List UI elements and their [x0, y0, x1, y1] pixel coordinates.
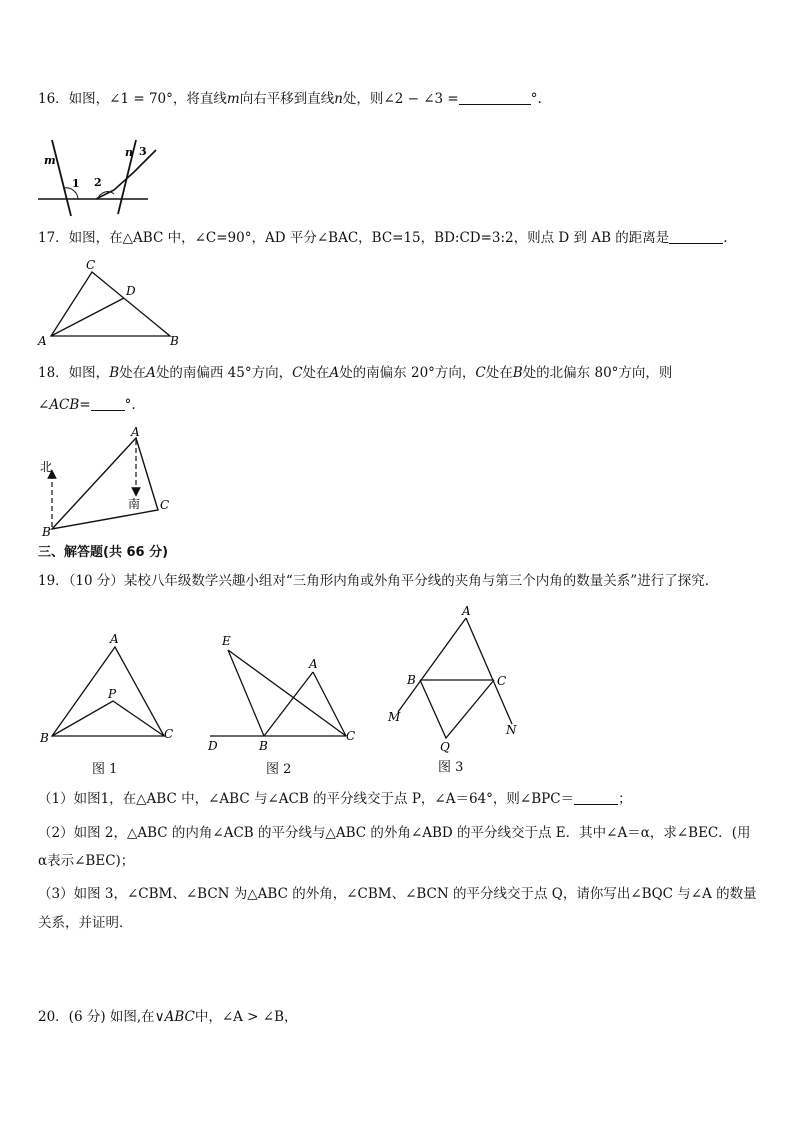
q19-figure-3: [386, 604, 536, 756]
q20-triangle: ∨ABC: [154, 1009, 195, 1025]
q18-line1: [38, 364, 672, 382]
q17-answer-blank[interactable]: [669, 229, 723, 244]
label-d: D: [126, 284, 136, 298]
label-south: 南: [128, 497, 141, 511]
q18-l1-e: 处的南偏东 20°方向，: [339, 365, 476, 381]
q16-text-a: 16．如图，∠1 = 70°，将直线: [38, 91, 227, 107]
label-b: B: [407, 673, 416, 687]
label-1: 1: [72, 177, 80, 190]
q18-l1-C: C: [292, 365, 303, 381]
q19-part1: [38, 790, 632, 808]
q18-l1-a: 18．如图，: [38, 365, 110, 381]
q18-figure: [36, 424, 186, 542]
label-3: 3: [139, 145, 147, 158]
q16-text-c: 处，则∠2 − ∠3 =: [342, 91, 459, 107]
q19-p1-text: （1）如图1，在△ABC 中，∠ABC 与∠ACB 的平分线交于点 P，∠A＝64°，则∠BPC＝: [38, 791, 575, 807]
q17-text-end: .: [723, 230, 728, 246]
label-c: C: [86, 258, 96, 272]
label-b: B: [170, 334, 179, 348]
label-m: m: [44, 154, 56, 167]
q18-l2-a: ∠: [38, 397, 50, 413]
q19-p1-end: ；: [618, 791, 632, 807]
q20-text-b: 中，∠A > ∠B，: [194, 1009, 298, 1025]
q17-text: [38, 229, 728, 247]
label-n: n: [125, 146, 133, 159]
q16-figure: [38, 138, 168, 220]
line-m: [52, 140, 71, 216]
q18-l1-C2: C: [475, 365, 486, 381]
q18-l1-d: 处在: [302, 365, 330, 381]
q18-l1-g: 处的北偏东 80°方向，则: [522, 365, 673, 381]
label-b: B: [40, 731, 49, 745]
q19-part2-line1: （2）如图 2，△ABC 的内角∠ACB 的平分线与△ABC 的外角∠ABD 的平分线交于点 E．其中∠A＝α，求∠BEC．(用: [38, 825, 751, 841]
fig3-caption: 图 3: [438, 760, 464, 775]
q18-answer-blank[interactable]: [91, 396, 125, 411]
q18-l1-A2: A: [329, 365, 340, 381]
label-c: C: [346, 729, 356, 743]
label-b: B: [42, 525, 51, 539]
q18-l2-b: =: [79, 397, 91, 413]
label-north: 北: [40, 460, 53, 474]
label-b: B: [259, 739, 268, 753]
line-am: [398, 618, 466, 712]
label-a: A: [110, 632, 119, 646]
q18-l2-acb: ACB: [49, 397, 80, 413]
label-e: E: [222, 634, 231, 648]
bisectors-bq-cq: [420, 680, 494, 738]
segment-ad: [51, 298, 124, 336]
q17-text-main: 17．如图，在△ABC 中，∠C=90°，AD 平分∠BAC，BC=15，BD:CD=3:2，则点 D 到 AB 的距离是: [38, 230, 670, 246]
q16-text: [38, 90, 542, 108]
q18-line2: [38, 396, 136, 414]
q16-text-b: 向右平移到直线: [239, 91, 335, 107]
fig1-caption: 图 1: [92, 762, 118, 777]
q20-text-a: 20．(6 分) 如图,在: [38, 1009, 155, 1025]
label-a: A: [38, 334, 47, 348]
q20-text: [38, 1008, 298, 1026]
fig2-caption: 图 2: [266, 762, 292, 777]
q19-part3-line2: 关系，并证明．: [38, 915, 133, 931]
q19-part2-line2: α表示∠BEC)；: [38, 853, 135, 869]
label-c: C: [164, 727, 174, 741]
label-q: Q: [440, 740, 450, 754]
q18-l2-end: °.: [124, 397, 136, 413]
q16-text-end: °.: [530, 91, 542, 107]
label-c: C: [497, 674, 507, 688]
label-a: A: [309, 657, 318, 671]
q18-l1-b: 处在: [119, 365, 147, 381]
label-d: D: [208, 739, 218, 753]
q19-intro: 19．（10 分）某校八年级数学兴趣小组对“三角形内角或外角平分线的夹角与第三个内角的数量关系”进行了探究．: [38, 573, 719, 589]
q18-l1-B: B: [109, 365, 120, 381]
q17-figure: [36, 256, 186, 348]
section-heading: 三、解答题(共 66 分): [38, 545, 169, 560]
label-p: P: [108, 687, 117, 701]
q16-answer-blank[interactable]: [459, 90, 531, 105]
label-2: 2: [94, 176, 102, 189]
q19-figure-2: [206, 630, 366, 752]
q19-figure-1: [40, 632, 180, 746]
label-n: N: [506, 723, 517, 737]
label-c: C: [160, 498, 170, 512]
q16-var-n: n: [334, 91, 343, 107]
triangle-abc: [52, 438, 158, 529]
q18-l1-c: 处的南偏西 45°方向，: [155, 365, 293, 381]
label-a: A: [462, 604, 471, 618]
q16-var-m: m: [226, 91, 240, 107]
q18-l1-f: 处在: [485, 365, 513, 381]
q18-l1-B2: B: [512, 365, 523, 381]
q18-l1-A: A: [146, 365, 156, 381]
q19-part3-line1: （3）如图 3，∠CBM、∠BCN 为△ABC 的外角，∠CBM、∠BCN 的平分线交于点 Q，请你写出∠BQC 与∠A 的数量: [38, 886, 757, 902]
q19-p1-answer-blank[interactable]: [574, 790, 618, 805]
line-an: [466, 618, 512, 724]
label-a: A: [131, 425, 140, 439]
segment-ac: [313, 672, 346, 736]
label-m: M: [388, 710, 401, 724]
angle-2-arc: [98, 192, 114, 199]
